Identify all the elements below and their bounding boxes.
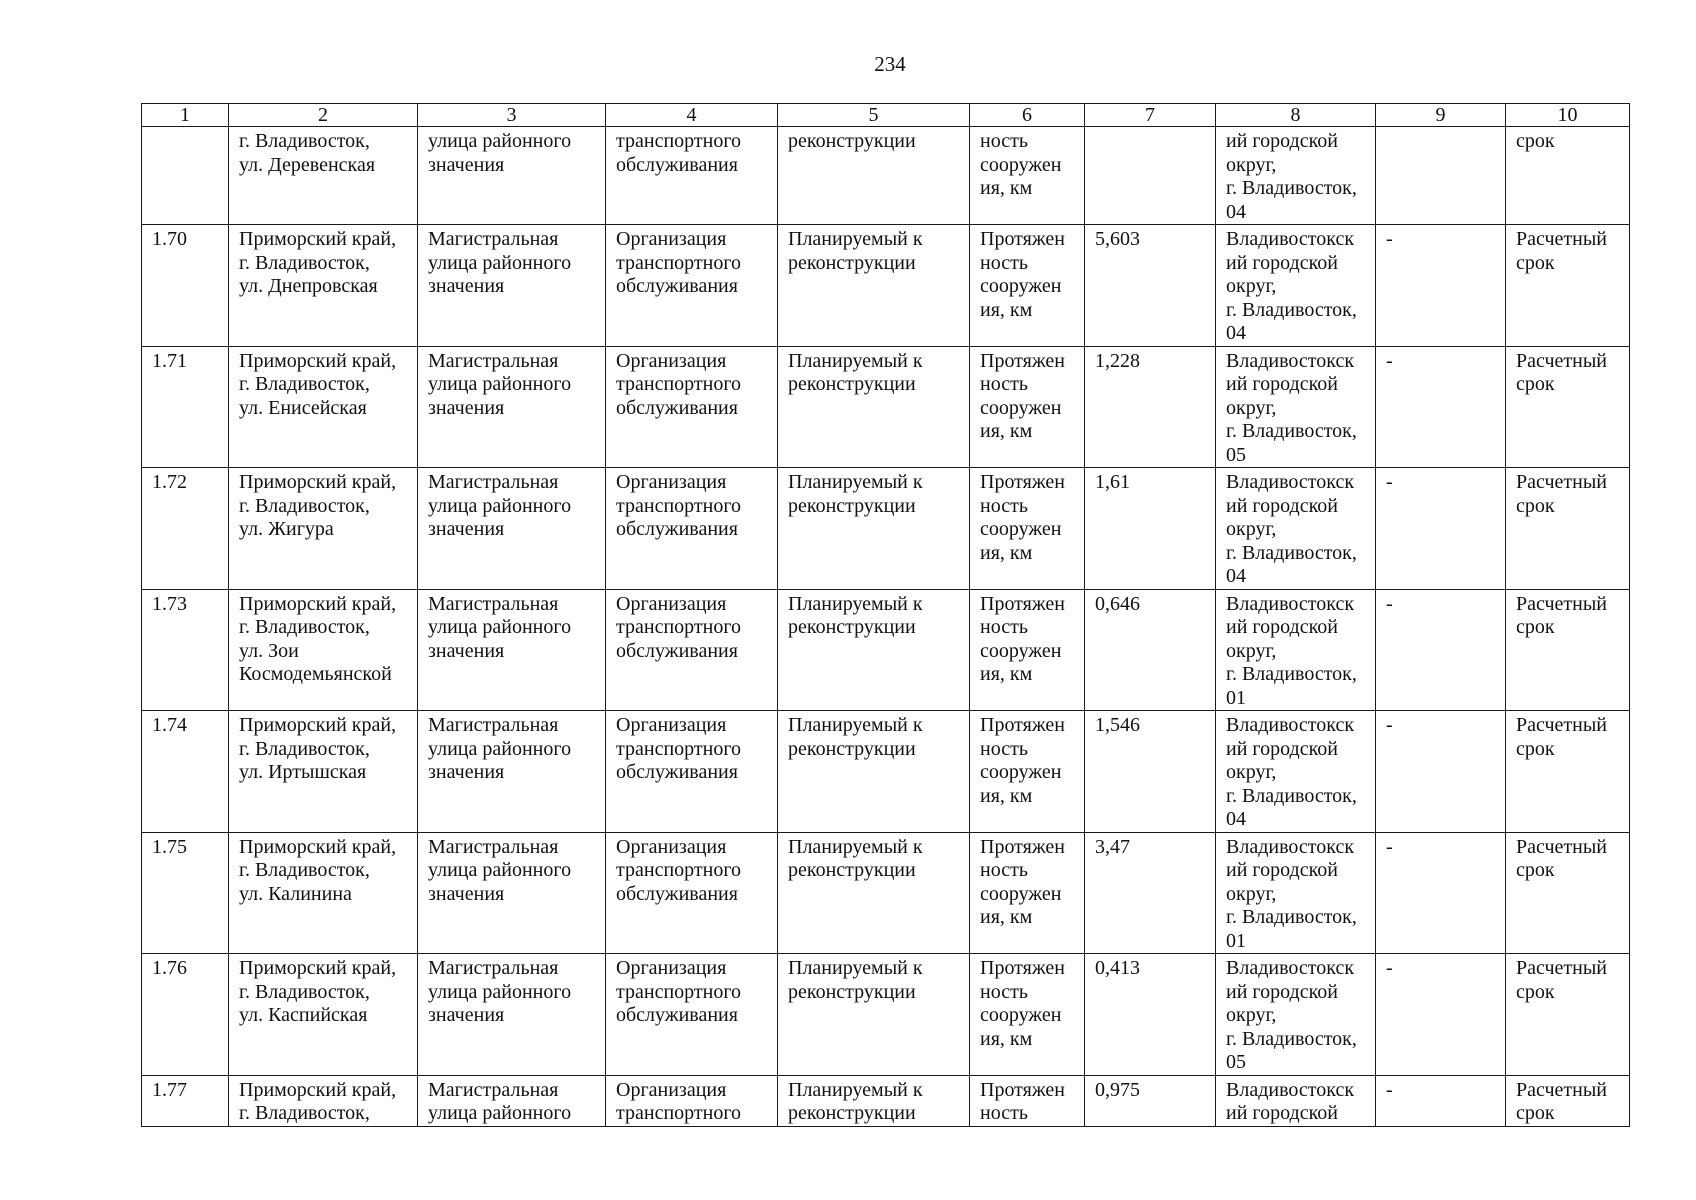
term-cell <box>1506 589 1630 711</box>
cell-text: Организация транспортного <box>616 1078 742 1124</box>
cell-text: Организация транспортного обслуживания <box>616 957 742 1026</box>
location-cell <box>229 225 418 347</box>
cell-text: Планируемый к реконструкции <box>788 349 923 395</box>
cell-text: Организация транспортного обслуживания <box>616 592 742 662</box>
table-row <box>142 954 1630 1076</box>
characteristic-cell <box>970 832 1085 954</box>
status-cell <box>778 225 970 347</box>
column-header: 7 <box>1085 104 1216 127</box>
purpose-cell <box>606 589 778 711</box>
table-row <box>142 711 1630 833</box>
cell-text: 0,646 <box>1095 592 1140 615</box>
cell-text: Протяжен ность <box>980 1078 1065 1124</box>
value-cell <box>1085 589 1216 711</box>
cell-text: 1.73 <box>152 592 187 615</box>
value-cell <box>1085 468 1216 590</box>
cell-text: ность сооружен ия, км <box>980 130 1062 199</box>
value-cell <box>1085 832 1216 954</box>
term-cell <box>1506 225 1630 347</box>
cell-text: Планируемый к реконструкции <box>788 471 923 517</box>
cell-text: 1,61 <box>1095 471 1130 493</box>
column-header: 1 <box>142 104 229 127</box>
characteristic-cell <box>970 711 1085 833</box>
cell-text: 1,228 <box>1095 349 1140 372</box>
location-cell <box>229 346 418 468</box>
value-cell <box>1085 954 1216 1076</box>
value-cell <box>1085 127 1216 225</box>
term-cell <box>1506 346 1630 468</box>
table-row <box>142 468 1630 590</box>
cell-text: Планируемый к реконструкции <box>788 228 923 274</box>
cell-text: транспортного обслуживания <box>616 130 742 176</box>
purpose-cell <box>606 127 778 225</box>
purpose-cell <box>606 1075 778 1126</box>
zone-cell <box>1376 832 1506 954</box>
table-row <box>142 832 1630 954</box>
column-header: 8 <box>1216 104 1376 127</box>
status-cell <box>778 346 970 468</box>
purpose-cell <box>606 346 778 468</box>
cell-text: Планируемый к реконструкции <box>788 957 923 1003</box>
cell-text: Планируемый к реконструкции <box>788 1078 923 1124</box>
zone-cell <box>1376 127 1506 225</box>
status-cell <box>778 832 970 954</box>
status-cell <box>778 711 970 833</box>
cell-text: реконструкции <box>788 130 916 152</box>
cell-text: 1.76 <box>152 957 187 979</box>
location-cell <box>229 711 418 833</box>
cell-text: 1.72 <box>152 471 187 493</box>
district-cell <box>1216 832 1376 954</box>
status-cell <box>778 468 970 590</box>
table-row <box>142 225 1630 347</box>
cell-text: Расчетный срок <box>1516 349 1607 395</box>
cell-text: Приморский край, г. Владивосток, ул. Жигура <box>239 471 397 540</box>
cell-text: Приморский край, г. Владивосток, ул. Днепровская <box>239 228 397 297</box>
row-number-cell <box>142 346 229 468</box>
purpose-cell <box>606 832 778 954</box>
object-type-cell <box>418 589 606 711</box>
cell-text: ий городской округ, г. Владивосток, 04 <box>1226 130 1357 223</box>
cell-text: 1.77 <box>152 1078 187 1101</box>
term-cell <box>1506 954 1630 1076</box>
cell-text: улица районного значения <box>428 130 572 176</box>
location-cell <box>229 127 418 225</box>
cell-text: Владивостокск ий городской округ, г. Владивосток, 01 <box>1226 592 1357 709</box>
row-number-cell <box>142 711 229 833</box>
row-number-cell <box>142 589 229 711</box>
objects-table <box>141 103 1630 1127</box>
column-number-row <box>142 104 1630 127</box>
cell-text: Магистральная улица районного значения <box>428 835 572 905</box>
cell-text: Протяжен ность сооружен ия, км <box>980 349 1065 442</box>
column-header: 3 <box>418 104 606 127</box>
cell-text: Расчетный срок <box>1516 471 1607 517</box>
object-type-cell <box>418 832 606 954</box>
cell-text: - <box>1386 228 1393 250</box>
value-cell <box>1085 225 1216 347</box>
page-number: 234 <box>874 52 906 76</box>
district-cell <box>1216 589 1376 711</box>
term-cell <box>1506 127 1630 225</box>
row-number-cell <box>142 127 229 225</box>
cell-text: Планируемый к реконструкции <box>788 714 923 760</box>
cell-text: Протяжен ность сооружен ия, км <box>980 228 1065 321</box>
cell-text: Владивостокск ий городской округ, г. Владивосток, 05 <box>1226 957 1357 1073</box>
cell-text: Планируемый к реконструкции <box>788 592 923 638</box>
cell-text: Планируемый к реконструкции <box>788 835 923 881</box>
row-number-cell <box>142 225 229 347</box>
cell-text: 1.71 <box>152 349 187 372</box>
cell-text: Организация транспортного обслуживания <box>616 228 742 297</box>
cell-text: Организация транспортного обслуживания <box>616 835 742 905</box>
purpose-cell <box>606 954 778 1076</box>
cell-text: 3,47 <box>1095 835 1130 858</box>
cell-text: Протяжен ность сооружен ия, км <box>980 592 1065 685</box>
characteristic-cell <box>970 589 1085 711</box>
characteristic-cell <box>970 225 1085 347</box>
cell-text: Владивостокск ий городской округ, г. Владивосток, 04 <box>1226 714 1357 830</box>
cell-text: Магистральная улица районного значения <box>428 228 572 297</box>
row-number-cell <box>142 954 229 1076</box>
object-type-cell <box>418 954 606 1076</box>
column-header: 4 <box>606 104 778 127</box>
cell-text: - <box>1386 592 1393 615</box>
cell-text: Магистральная улица районного значения <box>428 957 572 1026</box>
cell-text: Магистральная улица районного <box>428 1078 572 1124</box>
cell-text: Приморский край, г. Владивосток, ул. Зои Космодемьянской <box>239 592 397 685</box>
cell-text: Расчетный срок <box>1516 714 1607 760</box>
cell-text: Протяжен ность сооружен ия, км <box>980 471 1065 564</box>
cell-text: Владивостокск ий городской округ, г. Владивосток, 04 <box>1226 228 1357 344</box>
cell-text: Расчетный срок <box>1516 835 1607 881</box>
table-row <box>142 127 1630 225</box>
object-type-cell <box>418 346 606 468</box>
column-header: 5 <box>778 104 970 127</box>
cell-text: срок <box>1516 130 1555 152</box>
term-cell <box>1506 468 1630 590</box>
column-header: 10 <box>1506 104 1630 127</box>
characteristic-cell <box>970 346 1085 468</box>
column-header: 2 <box>229 104 418 127</box>
object-type-cell <box>418 468 606 590</box>
location-cell <box>229 468 418 590</box>
cell-text: 5,603 <box>1095 228 1140 250</box>
cell-text: Владивостокск ий городской округ, г. Владивосток, 05 <box>1226 349 1357 466</box>
zone-cell <box>1376 589 1506 711</box>
object-type-cell <box>418 127 606 225</box>
characteristic-cell <box>970 954 1085 1076</box>
cell-text: - <box>1386 471 1393 493</box>
cell-text: Владивостокск ий городской <box>1226 1078 1355 1124</box>
cell-text: Магистральная улица районного значения <box>428 592 572 662</box>
column-header: 6 <box>970 104 1085 127</box>
characteristic-cell <box>970 468 1085 590</box>
cell-text: 0,975 <box>1095 1078 1140 1101</box>
term-cell <box>1506 832 1630 954</box>
zone-cell <box>1376 711 1506 833</box>
term-cell <box>1506 711 1630 833</box>
cell-text: Магистральная улица районного значения <box>428 471 572 540</box>
cell-text: 1.70 <box>152 228 187 250</box>
object-type-cell <box>418 225 606 347</box>
cell-text: - <box>1386 349 1393 372</box>
cell-text: Владивостокск ий городской округ, г. Владивосток, 01 <box>1226 835 1357 952</box>
cell-text: Организация транспортного обслуживания <box>616 349 742 419</box>
cell-text: - <box>1386 1078 1393 1101</box>
cell-text: Владивостокск ий городской округ, г. Владивосток, 04 <box>1226 471 1357 587</box>
purpose-cell <box>606 711 778 833</box>
district-cell <box>1216 225 1376 347</box>
value-cell <box>1085 1075 1216 1126</box>
zone-cell <box>1376 1075 1506 1126</box>
cell-text: Приморский край, г. Владивосток, ул. Енисейская <box>239 349 397 419</box>
row-number-cell <box>142 1075 229 1126</box>
cell-text: Организация транспортного обслуживания <box>616 714 742 783</box>
row-number-cell <box>142 468 229 590</box>
cell-text: Магистральная улица районного значения <box>428 349 572 419</box>
cell-text: Магистральная улица районного значения <box>428 714 572 783</box>
cell-text: Приморский край, г. Владивосток, <box>239 1078 397 1124</box>
cell-text: 0,413 <box>1095 957 1140 979</box>
cell-text: - <box>1386 714 1393 736</box>
location-cell <box>229 832 418 954</box>
cell-text: Приморский край, г. Владивосток, ул. Иртышская <box>239 714 397 783</box>
characteristic-cell <box>970 127 1085 225</box>
cell-text: Расчетный срок <box>1516 1078 1607 1124</box>
cell-text: Приморский край, г. Владивосток, ул. Каспийская <box>239 957 397 1026</box>
zone-cell <box>1376 225 1506 347</box>
cell-text: - <box>1386 957 1393 979</box>
cell-text: Организация транспортного обслуживания <box>616 471 742 540</box>
location-cell <box>229 954 418 1076</box>
zone-cell <box>1376 346 1506 468</box>
column-header: 9 <box>1376 104 1506 127</box>
district-cell <box>1216 468 1376 590</box>
cell-text: Расчетный срок <box>1516 592 1607 638</box>
zone-cell <box>1376 468 1506 590</box>
purpose-cell <box>606 225 778 347</box>
object-type-cell <box>418 1075 606 1126</box>
cell-text: Приморский край, г. Владивосток, ул. Калинина <box>239 835 397 905</box>
cell-text: 1,546 <box>1095 714 1140 736</box>
location-cell <box>229 1075 418 1126</box>
status-cell <box>778 589 970 711</box>
term-cell <box>1506 1075 1630 1126</box>
table-row <box>142 1075 1630 1126</box>
district-cell <box>1216 1075 1376 1126</box>
table-body <box>142 127 1630 1127</box>
table-row <box>142 589 1630 711</box>
district-cell <box>1216 711 1376 833</box>
cell-text: г. Владивосток, ул. Деревенская <box>239 130 376 176</box>
cell-text: 1.74 <box>152 714 187 736</box>
location-cell <box>229 589 418 711</box>
cell-text: Расчетный срок <box>1516 957 1607 1003</box>
cell-text: 1.75 <box>152 835 187 858</box>
status-cell <box>778 1075 970 1126</box>
cell-text: Расчетный срок <box>1516 228 1607 274</box>
table-row <box>142 346 1630 468</box>
object-type-cell <box>418 711 606 833</box>
status-cell <box>778 127 970 225</box>
cell-text: - <box>1386 835 1393 858</box>
district-cell <box>1216 346 1376 468</box>
cell-text: Протяжен ность сооружен ия, км <box>980 957 1065 1050</box>
value-cell <box>1085 711 1216 833</box>
value-cell <box>1085 346 1216 468</box>
district-cell <box>1216 954 1376 1076</box>
row-number-cell <box>142 832 229 954</box>
zone-cell <box>1376 954 1506 1076</box>
purpose-cell <box>606 468 778 590</box>
cell-text: Протяжен ность сооружен ия, км <box>980 835 1065 928</box>
characteristic-cell <box>970 1075 1085 1126</box>
district-cell <box>1216 127 1376 225</box>
cell-text: Протяжен ность сооружен ия, км <box>980 714 1065 807</box>
status-cell <box>778 954 970 1076</box>
